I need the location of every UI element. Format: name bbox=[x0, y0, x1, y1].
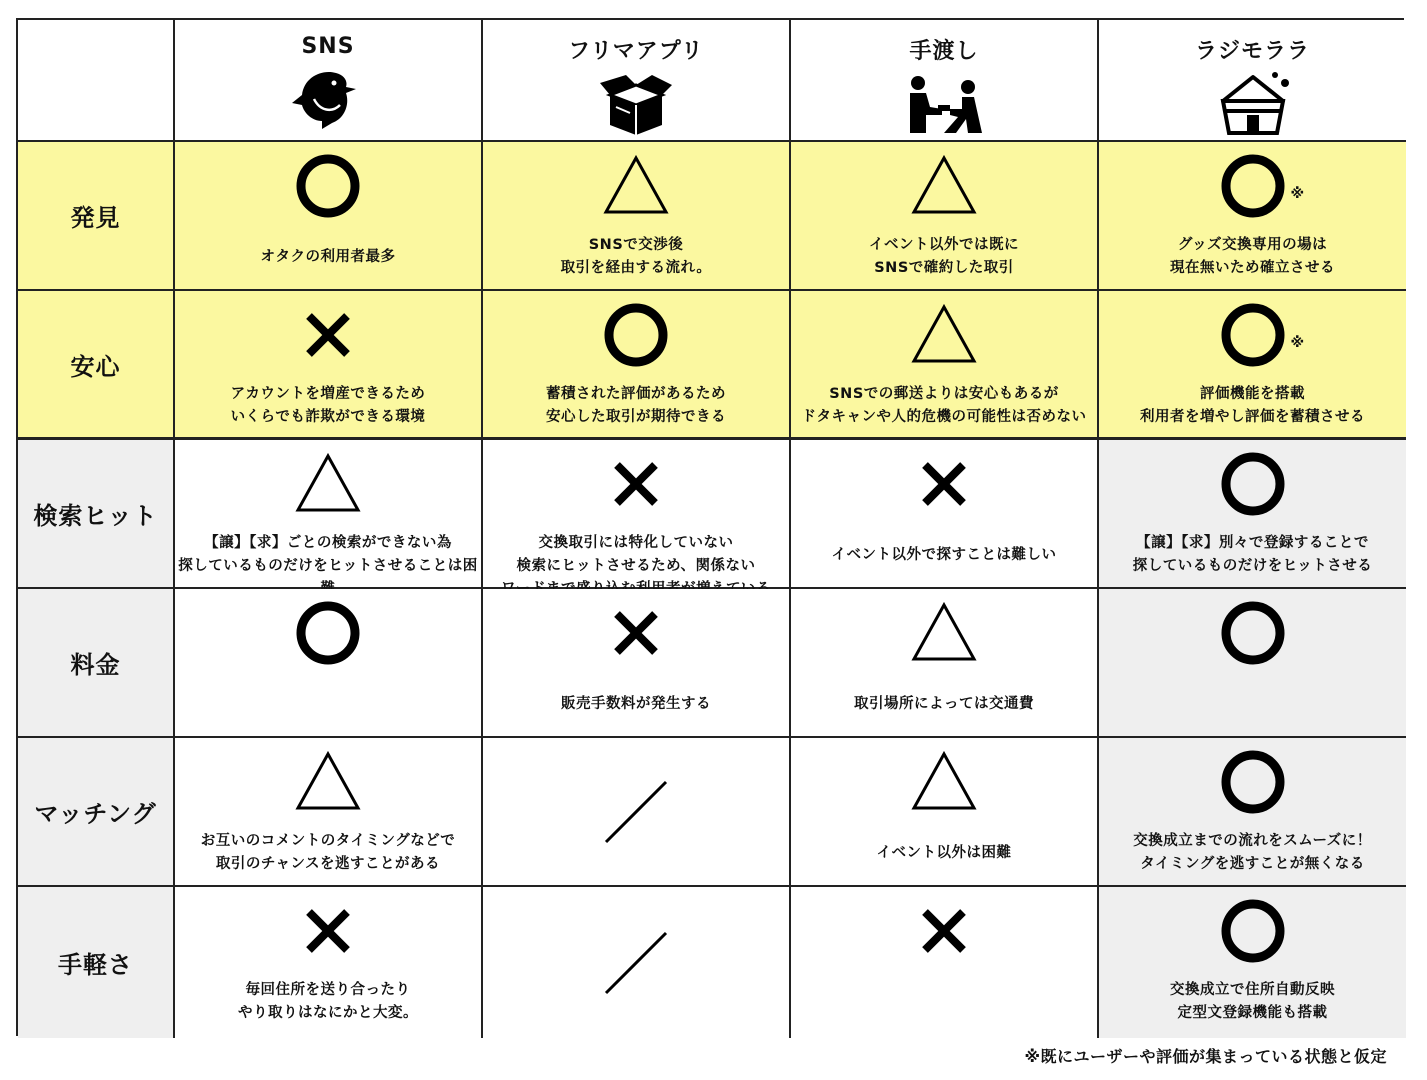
description-line: 毎回住所を送り合ったり bbox=[245, 982, 411, 998]
cell-description bbox=[238, 979, 418, 1025]
description-line: 【譲】【求】別々で登録することで bbox=[1136, 535, 1369, 551]
triangle-mark bbox=[906, 597, 982, 669]
row-label: 料金 bbox=[18, 589, 175, 738]
cell-description bbox=[561, 693, 711, 716]
description-line: イベント以外で探すことは難しい bbox=[831, 547, 1057, 563]
column-header bbox=[791, 20, 1099, 142]
description-line: イベント以外は困難 bbox=[876, 845, 1012, 861]
corner-cell bbox=[18, 20, 175, 142]
bird-icon bbox=[288, 65, 368, 131]
footnote: ※既にユーザーや評価が集まっている状態と仮定 bbox=[1024, 1047, 1387, 1066]
circle-mark bbox=[290, 597, 366, 669]
description-line: タイミングを逃すことが無くなる bbox=[1140, 856, 1365, 872]
rating-cell bbox=[175, 440, 483, 589]
column-name: ラジモララ bbox=[1194, 39, 1310, 64]
cell-description bbox=[546, 383, 726, 429]
rating-cell bbox=[483, 142, 791, 291]
rating-cell bbox=[175, 887, 483, 1038]
circle-mark bbox=[1215, 597, 1291, 669]
rating-cell bbox=[1099, 142, 1406, 291]
circle-mark bbox=[1215, 746, 1291, 818]
rating-cell bbox=[791, 291, 1099, 440]
circle-mark bbox=[1215, 150, 1305, 222]
circle-mark bbox=[598, 299, 674, 371]
description-line: 探しているものだけをヒットさせる bbox=[1132, 558, 1373, 574]
description-line: 探しているものだけをヒットさせることは困 bbox=[178, 558, 478, 574]
rating-cell bbox=[483, 738, 791, 887]
cell-description bbox=[832, 544, 1057, 567]
triangle-mark bbox=[598, 150, 674, 222]
cell-description bbox=[1133, 830, 1372, 876]
box-icon bbox=[596, 71, 676, 137]
cell-description bbox=[1170, 234, 1335, 280]
row-label: 検索ヒット bbox=[18, 440, 175, 589]
row-label: マッチング bbox=[18, 738, 175, 887]
description-line: SNSで確約した取引 bbox=[874, 260, 1014, 276]
description-line: 【譲】【求】ごとの検索ができない為 bbox=[204, 535, 452, 551]
circle-mark bbox=[1215, 895, 1291, 967]
rating-cell bbox=[1099, 440, 1406, 589]
description-line: 定型文登録機能も搭載 bbox=[1177, 1005, 1328, 1021]
triangle-mark bbox=[906, 299, 982, 371]
rating-cell bbox=[791, 440, 1099, 589]
house-icon bbox=[1213, 71, 1293, 137]
description-line: アカウントを増産できるため bbox=[230, 386, 426, 402]
description-line: 利用者を増やし評価を蓄積させる bbox=[1140, 409, 1365, 425]
cross-mark bbox=[906, 448, 982, 520]
description-line: グッズ交換専用の場は bbox=[1177, 237, 1328, 253]
rating-cell bbox=[1099, 589, 1406, 738]
description-line: SNSで交渉後 bbox=[588, 237, 684, 253]
row-label: 発見 bbox=[18, 142, 175, 291]
rating-cell bbox=[175, 142, 483, 291]
triangle-mark bbox=[906, 150, 982, 222]
cell-description bbox=[1140, 383, 1365, 429]
cell-description bbox=[231, 383, 426, 429]
cross-mark bbox=[598, 448, 674, 520]
row-label: 安心 bbox=[18, 291, 175, 440]
cell-description bbox=[1170, 979, 1335, 1025]
column-header bbox=[175, 20, 483, 142]
cross-mark bbox=[290, 299, 366, 371]
cell-description bbox=[802, 383, 1087, 429]
description-line: やり取りはなにかと大変。 bbox=[238, 1005, 418, 1021]
cell-description bbox=[877, 842, 1012, 865]
column-header bbox=[1099, 20, 1406, 142]
column-name: フリマアプリ bbox=[568, 39, 704, 64]
circle-mark bbox=[1215, 448, 1291, 520]
description-line: 評価機能を搭載 bbox=[1200, 386, 1305, 402]
description-line: お互いのコメントのタイミングなどで bbox=[200, 833, 456, 849]
comparison-table bbox=[16, 18, 1404, 1036]
description-line: 検索にヒットさせるため、関係ない bbox=[516, 558, 756, 574]
rating-cell bbox=[483, 440, 791, 589]
cell-description bbox=[1133, 532, 1373, 578]
description-line: 交換取引には特化していない bbox=[538, 535, 734, 551]
handover-icon bbox=[904, 71, 984, 137]
column-name: 手渡し bbox=[909, 39, 979, 64]
column-name: SNS bbox=[301, 34, 355, 59]
cell-description bbox=[201, 830, 455, 876]
description-line: 販売手数料が発生する bbox=[561, 696, 711, 712]
row-label: 手軽さ bbox=[18, 887, 175, 1038]
rating-cell bbox=[1099, 738, 1406, 887]
description-line: 交換成立で住所自動反映 bbox=[1170, 982, 1335, 998]
cross-mark bbox=[906, 895, 982, 967]
rating-cell bbox=[791, 887, 1099, 1038]
description-line: いくらでも詐欺ができる環境 bbox=[230, 409, 426, 425]
triangle-mark bbox=[290, 448, 366, 520]
triangle-mark bbox=[906, 746, 982, 818]
description-line: 取引のチャンスを逃すことがある bbox=[215, 856, 441, 872]
cross-mark bbox=[290, 895, 366, 967]
description-line: 交換成立までの流れをスムーズに！ bbox=[1133, 833, 1372, 849]
asterisk-note: ※ bbox=[1290, 186, 1305, 202]
not-applicable-mark bbox=[596, 887, 676, 1038]
circle-mark bbox=[290, 150, 366, 222]
rating-cell bbox=[791, 589, 1099, 738]
triangle-mark bbox=[290, 746, 366, 818]
cross-mark bbox=[598, 597, 674, 669]
description-line: 安心した取引が期待できる bbox=[546, 409, 726, 425]
cell-description bbox=[869, 234, 1019, 280]
rating-cell bbox=[483, 589, 791, 738]
asterisk-note: ※ bbox=[1290, 335, 1305, 351]
rating-cell bbox=[791, 738, 1099, 887]
rating-cell bbox=[1099, 291, 1406, 440]
description-line: 取引場所によっては交通費 bbox=[854, 696, 1034, 712]
rating-cell bbox=[483, 887, 791, 1038]
rating-cell bbox=[483, 291, 791, 440]
column-header bbox=[483, 20, 791, 142]
rating-cell bbox=[175, 589, 483, 738]
not-applicable-mark bbox=[596, 738, 676, 885]
description-line: ドタキャンや人的危機の可能性は否めない bbox=[801, 409, 1087, 425]
description-line: オタクの利用者最多 bbox=[260, 249, 396, 265]
circle-mark bbox=[1215, 299, 1305, 371]
description-line: SNSでの郵送よりは安心もあるが bbox=[829, 386, 1059, 402]
description-line: 取引を経由する流れ。 bbox=[560, 260, 712, 276]
rating-cell bbox=[175, 738, 483, 887]
rating-cell bbox=[175, 291, 483, 440]
description-line: 蓄積された評価があるため bbox=[546, 386, 726, 402]
description-line: イベント以外では既に bbox=[869, 237, 1019, 253]
cell-description bbox=[561, 234, 712, 280]
cell-description bbox=[854, 693, 1034, 716]
rating-cell bbox=[791, 142, 1099, 291]
description-line: 現在無いため確立させる bbox=[1170, 260, 1335, 276]
cell-description bbox=[261, 246, 396, 269]
rating-cell bbox=[1099, 887, 1406, 1038]
